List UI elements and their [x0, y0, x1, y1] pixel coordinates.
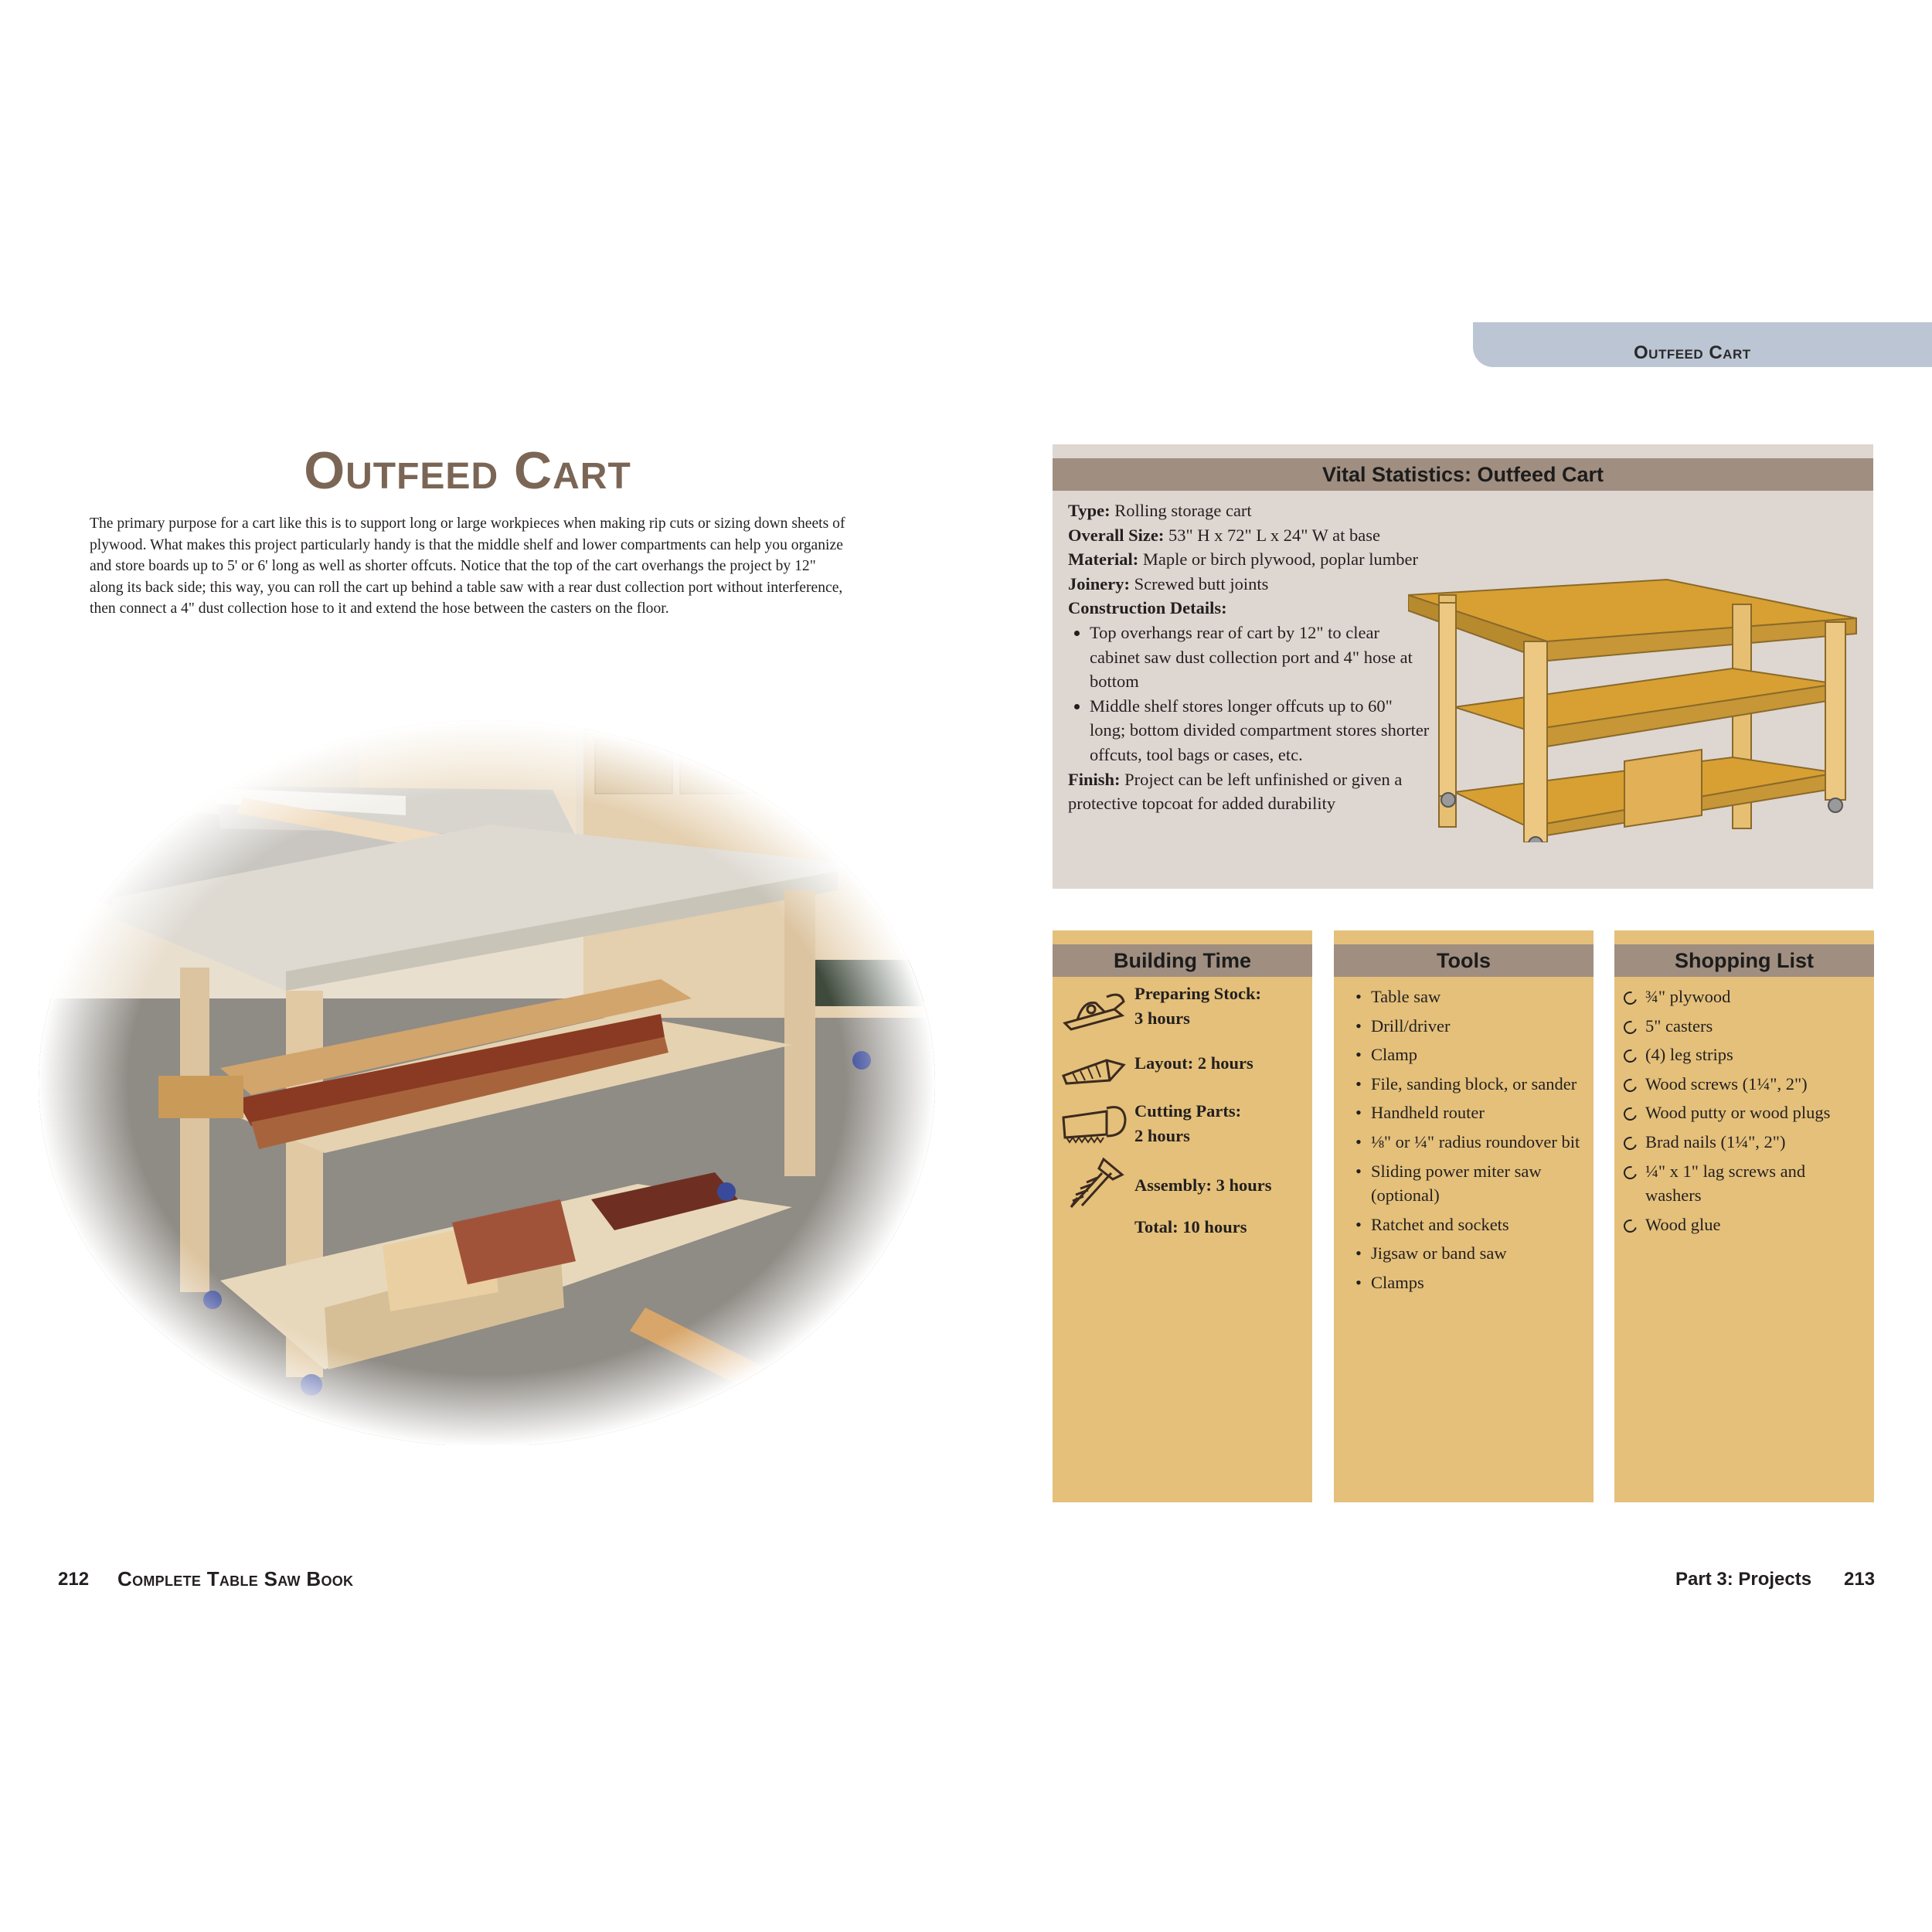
page-title: Outfeed Cart — [304, 441, 631, 500]
construction-label: Construction Details: — [1068, 598, 1227, 618]
left-running-title: Complete Table Saw Book — [117, 1567, 354, 1590]
tools-item: • Ratchet and sockets — [1355, 1213, 1587, 1237]
pencil-icon — [1060, 1049, 1127, 1087]
handsaw-icon — [1060, 1102, 1127, 1145]
time-text: Cutting Parts: 2 hours — [1134, 1101, 1242, 1145]
building-time-box — [1053, 930, 1312, 1502]
joinery-value: Screwed butt joints — [1134, 573, 1269, 594]
shopping-item: (4) leg strips — [1622, 1043, 1854, 1067]
shopping-item: ¼" x 1" lag screws and washers — [1622, 1159, 1854, 1208]
hand-plane-icon — [1060, 986, 1127, 1032]
type-label: Type: — [1068, 501, 1111, 520]
shopping-item: ¾" plywood — [1622, 985, 1854, 1009]
shopping-list — [1622, 985, 1854, 1241]
material-value: Maple or birch plywood, poplar lumber — [1142, 549, 1418, 570]
shopping-item: 5" casters — [1622, 1014, 1854, 1039]
tools-box — [1334, 930, 1594, 1502]
vital-statistics-heading: Vital Statistics: Outfeed Cart — [1053, 458, 1873, 491]
building-time-heading: Building Time — [1053, 944, 1312, 977]
construction-item: • Middle shelf stores longer offcuts up to 60" long; bottom divided compartment stores shorter offcuts, tool bags or cases, etc. — [1090, 694, 1431, 767]
tools-item: • Drill/driver — [1355, 1014, 1587, 1039]
vital-statistics-panel — [1053, 444, 1873, 889]
time-text: Layout: 2 hours — [1134, 1053, 1253, 1073]
cart-photo — [19, 705, 935, 1445]
tools-item: • ⅛" or ¼" radius roundover bit — [1355, 1130, 1587, 1155]
tools-item: • Table saw — [1355, 985, 1587, 1009]
cart-illustration — [1408, 526, 1872, 842]
section-tab-label: Outfeed Cart — [1634, 342, 1751, 363]
shopping-item: Wood putty or wood plugs — [1622, 1100, 1854, 1125]
joinery-row — [1068, 572, 1431, 597]
size-value: 53" H x 72" L x 24" W at base — [1168, 525, 1380, 545]
right-page-number: 213 — [1844, 1569, 1876, 1590]
type-row — [1068, 498, 1431, 523]
tools-item: • Clamps — [1355, 1270, 1587, 1295]
finish-label: Finish: — [1068, 769, 1121, 789]
finish-value: Project can be left unfinished or given a protective topcoat for added durability — [1068, 769, 1403, 814]
shopping-list-heading: Shopping List — [1614, 944, 1874, 977]
shopping-item: Wood screws (1¼", 2") — [1622, 1072, 1854, 1097]
tools-list — [1355, 985, 1587, 1300]
tools-item: • Clamp — [1355, 1043, 1587, 1067]
size-label: Overall Size: — [1068, 525, 1165, 545]
vital-statistics-body — [1068, 498, 1431, 816]
size-row — [1068, 523, 1431, 548]
tools-item: • Sliding power miter saw (optional) — [1355, 1159, 1587, 1208]
tools-item: • File, sanding block, or sander — [1355, 1072, 1587, 1097]
left-page-number: 212 — [58, 1569, 90, 1590]
section-tab — [1473, 322, 1932, 367]
right-running-title: Part 3: Projects — [1675, 1569, 1812, 1590]
construction-list — [1068, 621, 1431, 767]
shopping-list-box — [1614, 930, 1874, 1502]
construction-item: • Top overhangs rear of cart by 12" to clear cabinet saw dust collection port and 4" hose at bottom — [1090, 621, 1431, 694]
time-text: Preparing Stock: 3 hours — [1134, 984, 1261, 1028]
tools-item: • Handheld router — [1355, 1100, 1587, 1125]
tools-heading: Tools — [1334, 944, 1594, 977]
time-total: Total: 10 hours — [1134, 1217, 1247, 1236]
screw-icon — [1063, 1156, 1125, 1213]
tools-item: • Jigsaw or band saw — [1355, 1241, 1587, 1266]
intro-paragraph: The primary purpose for a cart like this is to support long or large workpieces when making rip cuts or sizing down sheets of plywood. What makes this project particularly handy is that the middle shelf and lower compartments can help you organize and store boards up to 5' or 6' long as well as shorter offcuts. Notice that the top of the cart overhangs the project by 12" along its back side; this way, you can roll the cart up behind a table saw with a rear dust collection port without interference, then connect a 4" dust collection hose to it and extend the hose between the casters on the floor. — [90, 515, 845, 617]
shopping-item: Wood glue — [1622, 1213, 1854, 1237]
joinery-label: Joinery: — [1068, 573, 1130, 594]
shopping-item: Brad nails (1¼", 2") — [1622, 1130, 1854, 1155]
finish-row — [1068, 767, 1431, 816]
type-value: Rolling storage cart — [1114, 501, 1252, 520]
time-text: Assembly: 3 hours — [1134, 1175, 1272, 1195]
material-row — [1068, 547, 1431, 572]
material-label: Material: — [1068, 549, 1139, 570]
